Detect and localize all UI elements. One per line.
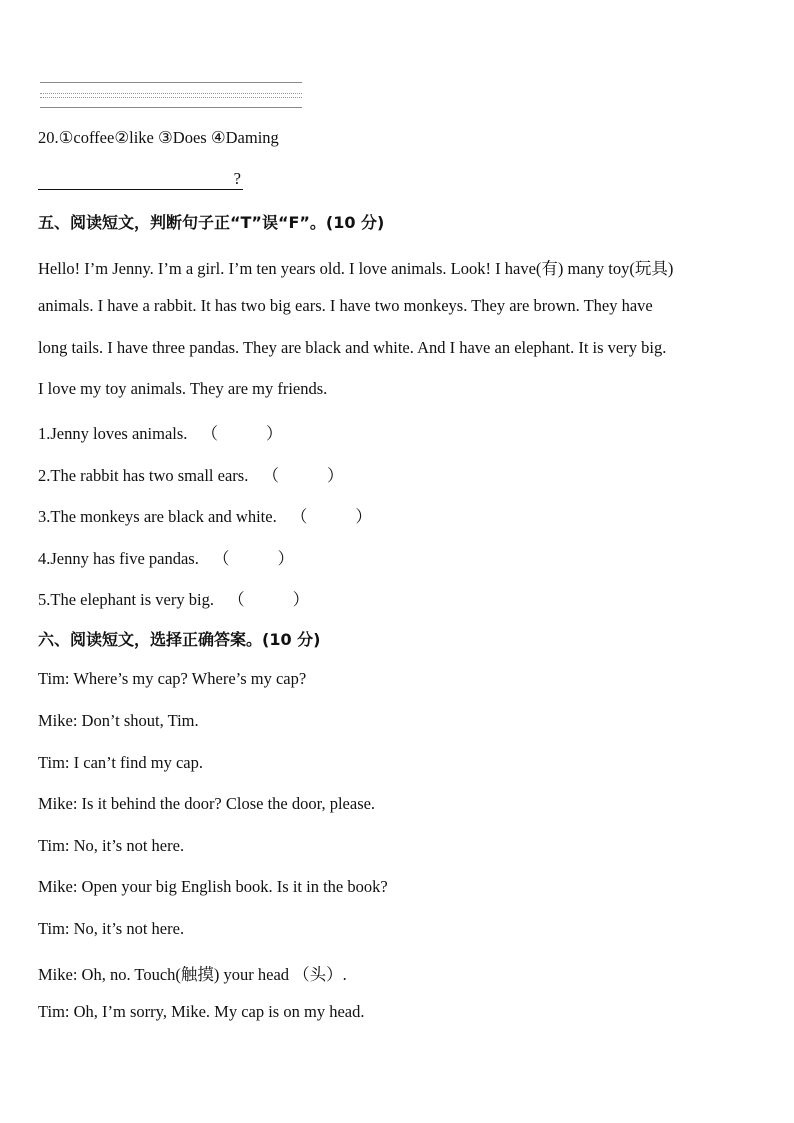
dialogue-line: Tim: No, it’s not here. (38, 919, 185, 938)
tf-question-text: 3.The monkeys are black and white. (38, 507, 277, 526)
tf-question-4 (38, 545, 294, 569)
answer-bracket[interactable]: （ ） (290, 507, 372, 526)
writing-line-mid-2 (40, 97, 302, 98)
section-5-heading: 五、阅读短文，判断句子正“T”误“F”。(10 分) (38, 213, 385, 232)
dialogue-line: Mike: Oh, no. Touch(触摸) your head （头）. (38, 965, 347, 984)
tf-question-text: 1.Jenny loves animals. (38, 424, 188, 443)
passage-line: I love my toy animals. They are my friends. (38, 379, 328, 398)
writing-lines (40, 82, 302, 108)
passage-line: long tails. I have three pandas. They are black and white. And I have an elephant. It is very big. (38, 338, 667, 357)
dialogue-line: Mike: Open your big English book. Is it in the book? (38, 877, 388, 896)
tf-question-text: 4.Jenny has five pandas. (38, 549, 199, 568)
dialogue-line: Tim: I can’t find my cap. (38, 753, 203, 772)
passage-line: animals. I have a rabbit. It has two big ears. I have two monkeys. They are brown. They have (38, 296, 653, 315)
question-20-answer-line[interactable] (38, 171, 243, 190)
section-6-heading: 六、阅读短文，选择正确答案。(10 分) (38, 630, 321, 649)
tf-question-5 (38, 586, 309, 610)
passage-line: Hello! I’m Jenny. I’m a girl. I’m ten years old. I love animals. Look! I have(有) many toy(玩具) (38, 259, 674, 278)
word-1: ①coffee (58, 128, 115, 147)
answer-bracket[interactable]: （ ） (228, 590, 310, 609)
question-20-number: 20. (38, 128, 59, 147)
answer-bracket[interactable]: （ ） (262, 466, 344, 485)
dialogue-line: Mike: Don’t shout, Tim. (38, 711, 199, 730)
writing-line-bottom (40, 107, 302, 108)
dialogue-line: Tim: No, it’s not here. (38, 836, 185, 855)
word-3: ③Does (158, 128, 207, 147)
writing-line-mid-1 (40, 93, 302, 94)
tf-question-1 (38, 420, 283, 444)
tf-question-text: 5.The elephant is very big. (38, 590, 214, 609)
answer-bracket[interactable]: （ ） (201, 424, 283, 443)
tf-question-text: 2.The rabbit has two small ears. (38, 466, 249, 485)
answer-bracket[interactable]: （ ） (212, 549, 294, 568)
dialogue-line: Tim: Where’s my cap? Where’s my cap? (38, 669, 307, 688)
question-20 (38, 128, 279, 148)
dialogue-line: Mike: Is it behind the door? Close the door, please. (38, 794, 376, 813)
dialogue-line: Tim: Oh, I’m sorry, Mike. My cap is on my head. (38, 1002, 365, 1021)
question-mark: ? (233, 169, 241, 188)
tf-question-3 (38, 503, 372, 527)
writing-line-top (40, 82, 302, 83)
word-4: ④Daming (210, 128, 279, 147)
word-2: ②like (114, 128, 154, 147)
tf-question-2 (38, 462, 343, 486)
